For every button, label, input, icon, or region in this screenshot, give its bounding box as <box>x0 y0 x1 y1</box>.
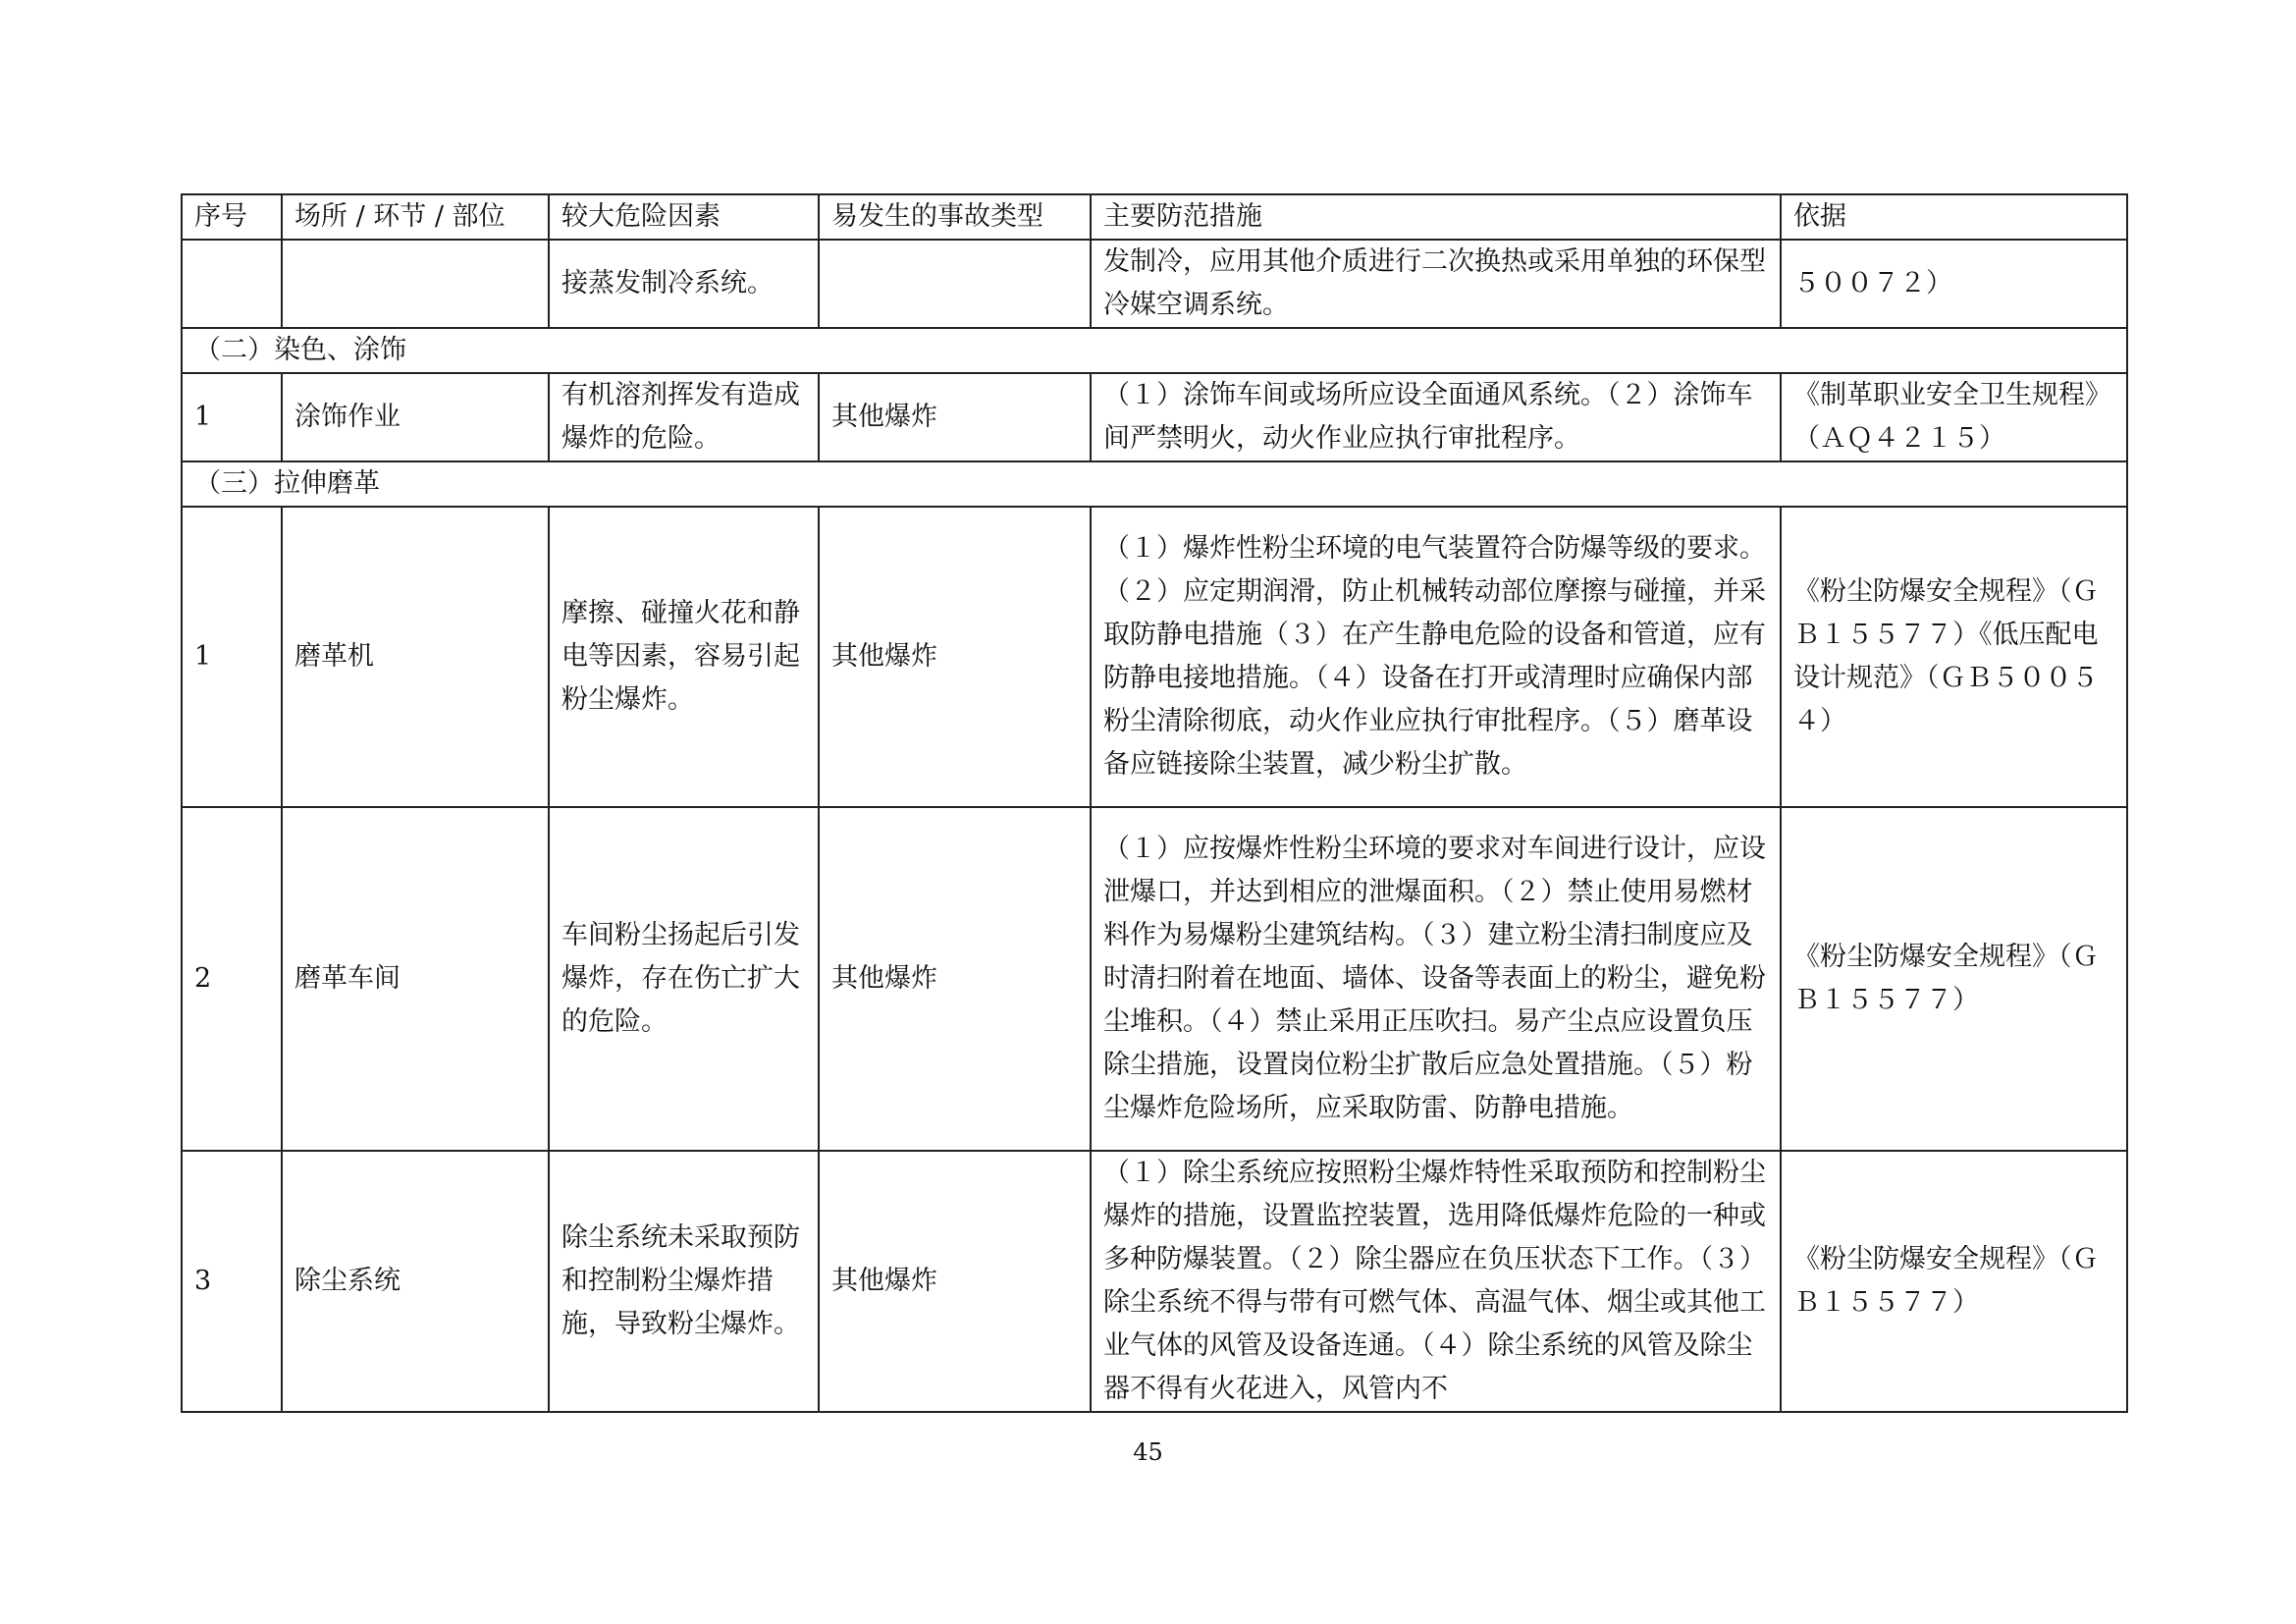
cell-accident-type: 其他爆炸 <box>819 1151 1091 1412</box>
cell-no: 3 <box>182 1151 282 1412</box>
header-hazard: 较大危险因素 <box>549 194 819 240</box>
cell-measures: （１）涂饰车间或场所应设全面通风系统。（２）涂饰车间严禁明火，动火作业应执行审批程序。 <box>1091 373 1781 461</box>
cell-measures: （１）爆炸性粉尘环境的电气装置符合防爆等级的要求。（２）应定期润滑，防止机械转动部位摩擦与碰撞，并采取防静电措施（３）在产生静电危险的设备和管道，应有防静电接地措施。（４）设备在打开或清理时应确保内部粉尘清除彻底，动火作业应执行审批程序。（５）磨革设备应链接除尘装置，减少粉尘扩散。 <box>1091 507 1781 807</box>
cell-measures: （１）除尘系统应按照粉尘爆炸特性采取预防和控制粉尘爆炸的措施，设置监控装置，选用降低爆炸危险的一种或多种防爆装置。（２）除尘器应在负压状态下工作。（３）除尘系统不得与带有可燃气体、高温气体、烟尘或其他工业气体的风管及设备连通。（４）除尘系统的风管及除尘器不得有火花进入，风管内不 <box>1091 1151 1781 1412</box>
header-accident-type: 易发生的事故类型 <box>819 194 1091 240</box>
table-header-row <box>182 194 2127 240</box>
cell-place: 涂饰作业 <box>282 373 549 461</box>
cell-place: 磨革车间 <box>282 807 549 1151</box>
section-row <box>182 461 2127 507</box>
cell-no: 1 <box>182 373 282 461</box>
cell-basis: 《粉尘防爆安全规程》（ＧＢ１５５７７）《低压配电设计规范》（ＧＢ５００５４） <box>1781 507 2127 807</box>
cell-hazard: 摩擦、碰撞火花和静电等因素，容易引起粉尘爆炸。 <box>549 507 819 807</box>
hazard-table <box>181 193 2128 1413</box>
page-number: 45 <box>1133 1438 1163 1466</box>
cell-measures: （１）应按爆炸性粉尘环境的要求对车间进行设计，应设泄爆口，并达到相应的泄爆面积。（２）禁止使用易燃材料作为易爆粉尘建筑结构。（３）建立粉尘清扫制度应及时清扫附着在地面、墙体、设备等表面上的粉尘，避免粉尘堆积。（４）禁止采用正压吹扫。易产尘点应设置负压除尘措施，设置岗位粉尘扩散后应急处置措施。（５）粉尘爆炸危险场所，应采取防雷、防静电措施。 <box>1091 807 1781 1151</box>
cell-basis: 《制革职业安全卫生规程》（ＡＱ４２１５） <box>1781 373 2127 461</box>
header-no: 序号 <box>182 194 282 240</box>
cell-place <box>282 240 549 328</box>
section-title: （二）染色、涂饰 <box>182 328 2127 373</box>
cell-hazard: 有机溶剂挥发有造成爆炸的危险。 <box>549 373 819 461</box>
header-measures: 主要防范措施 <box>1091 194 1781 240</box>
cell-accident-type: 其他爆炸 <box>819 807 1091 1151</box>
cell-basis: 《粉尘防爆安全规程》（ＧＢ１５５７７） <box>1781 1151 2127 1412</box>
cell-accident-type <box>819 240 1091 328</box>
cell-no <box>182 240 282 328</box>
table-row <box>182 507 2127 807</box>
section-row <box>182 328 2127 373</box>
table-row <box>182 1151 2127 1412</box>
header-basis: 依据 <box>1781 194 2127 240</box>
header-place: 场所 / 环节 / 部位 <box>282 194 549 240</box>
cell-hazard: 车间粉尘扬起后引发爆炸，存在伤亡扩大的危险。 <box>549 807 819 1151</box>
section-title: （三）拉伸磨革 <box>182 461 2127 507</box>
cell-measures: 发制冷，应用其他介质进行二次换热或采用单独的环保型冷媒空调系统。 <box>1091 240 1781 328</box>
cell-accident-type: 其他爆炸 <box>819 507 1091 807</box>
table-row <box>182 373 2127 461</box>
cell-hazard: 除尘系统未采取预防和控制粉尘爆炸措施，导致粉尘爆炸。 <box>549 1151 819 1412</box>
cell-basis: ５００７２） <box>1781 240 2127 328</box>
continuation-row <box>182 240 2127 328</box>
cell-basis: 《粉尘防爆安全规程》（ＧＢ１５５７７） <box>1781 807 2127 1151</box>
cell-accident-type: 其他爆炸 <box>819 373 1091 461</box>
cell-no: 2 <box>182 807 282 1151</box>
table-row <box>182 807 2127 1151</box>
cell-hazard: 接蒸发制冷系统。 <box>549 240 819 328</box>
cell-place: 磨革机 <box>282 507 549 807</box>
cell-no: 1 <box>182 507 282 807</box>
cell-place: 除尘系统 <box>282 1151 549 1412</box>
